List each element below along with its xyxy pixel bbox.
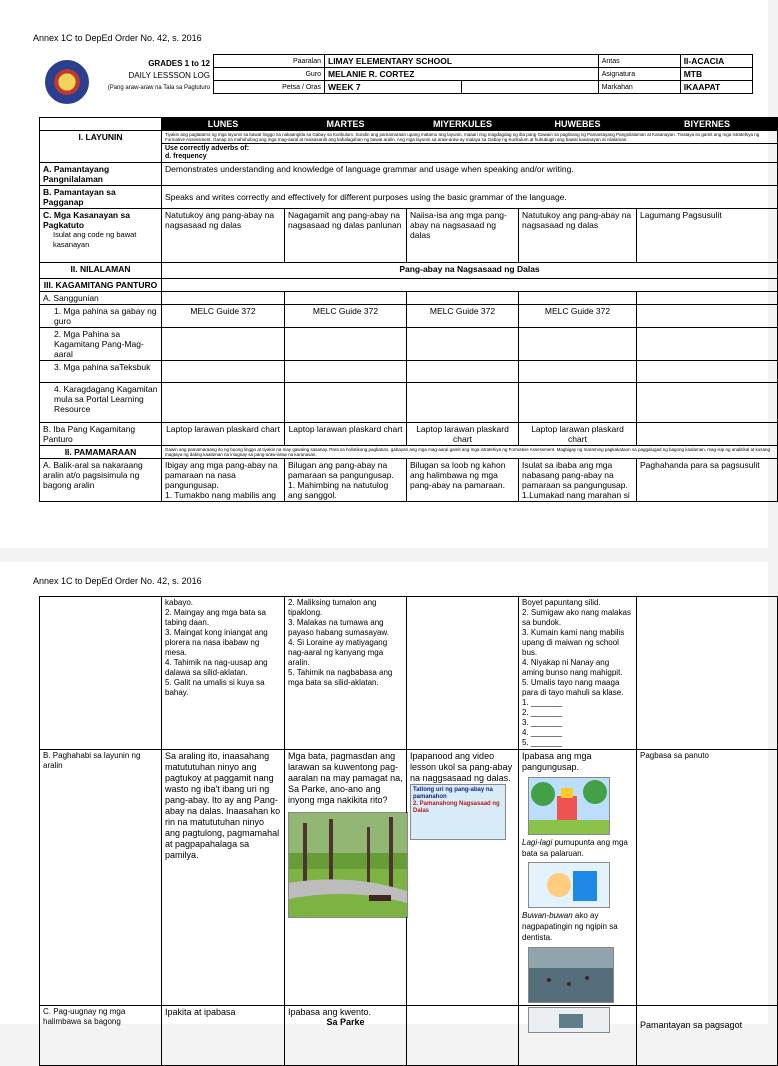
paghahabi-huwebes: Ipabasa ang mga pangungusap. — [522, 751, 592, 772]
paghahabi-biyernes: Pagbasa sa panuto — [637, 750, 778, 1006]
balik-aral-huwebes: Isulat sa ibaba ang mga nabasang pang-abay na pamaraan sa pangungusap. 1.Lumakad nang marahan si — [519, 459, 637, 502]
kasanayan-huwebes: Natutukoy ang pang-abay na nagsasaad ng dalas — [519, 209, 637, 263]
day-biyernes: BIYERNES — [637, 118, 778, 131]
header-title-block — [90, 58, 210, 94]
day-lunes: LUNES — [162, 118, 285, 131]
pamamaraan-label: II. PAMAMARAAN — [40, 446, 162, 459]
kagamitan-label: III. KAGAMITANG PANTURO — [40, 279, 162, 292]
paghahabi-martes-cell — [285, 750, 407, 1006]
park-image — [288, 812, 408, 918]
nilalaman-label: II. NILALAMAN — [40, 263, 162, 279]
pag-uugnay-lunes: Ipakita at ipabasa — [162, 1006, 285, 1066]
antas-value: II-ACACIA — [680, 55, 752, 68]
petsa-label: Petsa / Oras — [214, 81, 325, 94]
iba-pang-miyerkules: Laptop larawan plaskard chart — [407, 423, 519, 446]
deped-seal-icon — [45, 60, 89, 104]
header-subtitle: (Pang araw-araw na Tala sa Pagtuturo — [107, 85, 210, 91]
iba-pang-huwebes: Laptop larawan plaskard chart — [519, 423, 637, 446]
guro-label: Guro — [214, 68, 325, 81]
balik-aral-label: A. Balik-aral sa nakaraang aralin at/o pagsisimula ng bagong aralin — [40, 459, 162, 502]
iba-pang-lunes: Laptop larawan plaskard chart — [162, 423, 285, 446]
empty-cell — [407, 292, 519, 305]
markahan-label: Markahan — [598, 81, 680, 94]
header-info-table — [213, 54, 753, 94]
annex-title: Annex 1C to DepEd Order No. 42, s. 2016 — [33, 33, 202, 43]
empty-cell — [40, 597, 162, 750]
beach-image — [528, 947, 614, 1003]
cont-biyernes — [637, 597, 778, 750]
guro-value: MELANIE R. CORTEZ — [325, 68, 599, 81]
pag-uugnay-huwebes-cell — [519, 1006, 637, 1066]
cont-huwebes: Boyet papuntang silid. 2. Sumigaw ako nang malakas sa bundok. 3. Kumain kami nang mabilis upang di maiwan ng school bus. 4. Niyakap ni Nanay ang aming bunso nang mahigpit. 5. Umalis tayo nang maaga para di tayo mahuli sa klase. 1. _______ 2. _______ 3. _______ 4. _______ 5. _______ — [519, 597, 637, 750]
sentence-2 — [522, 910, 633, 943]
guro-pahina-biyernes — [637, 305, 778, 328]
pamantayan-pagganap-text: Speaks and writes correctly and effectively for different purposes using the basic grammar of the language. — [162, 186, 778, 209]
playground-image — [528, 777, 610, 835]
empty-cell — [519, 383, 637, 423]
cont-miyerkules — [407, 597, 519, 750]
kasanayan-miyerkules: Naiisa-isa ang mga pang-abay na nagsasaad ng dalas — [407, 209, 519, 263]
empty-cell — [519, 292, 637, 305]
asignatura-value: MTB — [680, 68, 752, 81]
empty-cell — [162, 328, 285, 361]
balik-aral-biyernes: Paghahanda para sa pagsusulit — [637, 459, 778, 502]
sentence-1-adverb: Lagi-lagi — [522, 838, 553, 847]
balik-aral-miyerkules: Bilugan sa loob ng kahon ang halimbawa ng mga pang-abay na pamaraan. — [407, 459, 519, 502]
layunin-freq: d. frequency — [165, 153, 207, 160]
iba-pang-martes: Laptop larawan plaskard chart — [285, 423, 407, 446]
story-title: Sa Parke — [326, 1017, 365, 1027]
video-subtitle-line: 2. Pamanahong Nagsasaad ng Dalas — [413, 801, 500, 814]
sentence-1 — [522, 837, 633, 859]
paghahabi-miyerkules-cell — [407, 750, 519, 1006]
sentence-2-adverb: Buwan-buwan — [522, 911, 573, 920]
petsa-value: WEEK 7 — [325, 81, 462, 94]
sentence-2-rest: ako ay nagpapatingin ng ngipin sa dentista. — [522, 911, 618, 942]
empty-cell — [407, 383, 519, 423]
pamantayang-pangnilalaman-label: A. Pamantayang Pangnilalaman — [40, 163, 162, 186]
pag-uugnay-biyernes: Pamantayan sa pagsagot — [637, 1006, 778, 1066]
video-lesson-thumbnail — [410, 784, 506, 840]
cont-lunes: kabayo. 2. Maingay ang mga bata sa tabing daan. 3. Maingat kong iniangat ang plorera na nasa ibabaw ng mesa. 4. Tahimik na nag-uusap ang dalawa sa silid-aklatan. 5. Galit na umalis si kuya sa bahay. — [162, 597, 285, 750]
day-martes: MARTES — [285, 118, 407, 131]
balik-aral-lunes: Ibigay ang mga pang-abay na pamaraan na nasa pangungusap. 1. Tumakbo nang mabilis ang — [162, 459, 285, 502]
teksbuk-label: 3. Mga pahina saTeksbuk — [40, 361, 162, 383]
empty-cell — [285, 361, 407, 383]
empty-cell — [285, 328, 407, 361]
dll-table — [39, 117, 778, 502]
layunin-use: Use correctly adverbs of: — [165, 145, 250, 152]
annex-title-page2: Annex 1C to DepEd Order No. 42, s. 2016 — [33, 576, 202, 586]
kasanayan-sub: Isulat ang code ng bawat kasanayan — [53, 230, 137, 249]
pag-uugnay-label: C. Pag-uugnay ng mga halimbawa sa bagong — [40, 1006, 162, 1066]
petsa-extra — [462, 81, 599, 94]
kasanayan-martes: Nagagamit ang pang-abay na nagsasaad ng dalas panlunan — [285, 209, 407, 263]
empty-cell — [407, 361, 519, 383]
pamantayan-pagganap-label: B. Pamantayan sa Pagganap — [40, 186, 162, 209]
paghahabi-huwebes-cell — [519, 750, 637, 1006]
karagdagang-label: 4. Karagdagang Kagamitan mula sa Portal Learning Resource — [40, 383, 162, 423]
paaralan-value: LIMAY ELEMENTARY SCHOOL — [325, 55, 599, 68]
antas-label: Antas — [598, 55, 680, 68]
empty-cell — [162, 361, 285, 383]
kagamitan-empty — [162, 279, 778, 292]
guro-pahina-huwebes: MELC Guide 372 — [519, 305, 637, 328]
kasanayan-label: C. Mga Kasanayan sa Pagkatuto — [43, 210, 130, 230]
kasanayan-label-cell — [40, 209, 162, 263]
guro-pahina-martes: MELC Guide 372 — [285, 305, 407, 328]
kagamitang-pahina-label: 2. Mga Pahina sa Kagamitang Pang-Mag-aaral — [40, 328, 162, 361]
asignatura-label: Asignatura — [598, 68, 680, 81]
empty-cell — [637, 292, 778, 305]
iba-pang-label: B. Iba Pang Kagamitang Panturo — [40, 423, 162, 446]
guro-pahina-lunes: MELC Guide 372 — [162, 305, 285, 328]
guro-pahina-miyerkules: MELC Guide 372 — [407, 305, 519, 328]
empty-cell — [407, 328, 519, 361]
paghahabi-miyerkules: Ipapanood ang video lesson ukol sa pang-abay na naggsasaad ng dalas. — [410, 751, 513, 783]
empty-cell — [519, 361, 637, 383]
page-2 — [0, 562, 768, 1030]
paaralan-label: Paaralan — [214, 55, 325, 68]
dentist-image — [528, 862, 610, 908]
video-title-line: Tatlong uri ng pang-abay na pamanahon — [413, 787, 493, 800]
paghahabi-label: B. Paghahabi sa layunin ng aralin — [40, 750, 162, 1006]
guro-pahina-label: 1. Mga pahina sa gabay ng guro — [40, 305, 162, 328]
pag-uugnay-martes-cell — [285, 1006, 407, 1066]
corner-cell — [40, 118, 162, 131]
layunin-objective — [162, 144, 778, 163]
kasanayan-biyernes: Lagumang Pagsusulit — [637, 209, 778, 263]
empty-cell — [407, 1006, 519, 1066]
paghahabi-martes: Mga bata, pagmasdan ang larawan sa kuwentong pag-aaralan na may pamagat na, Sa Parke, ano-ano ang inyong mga nakikita rito? — [288, 751, 403, 805]
empty-cell — [519, 328, 637, 361]
header-grades: GRADES 1 to 12 — [148, 59, 210, 68]
header-dll: DAILY LESSSON LOG — [128, 71, 210, 80]
layunin-label: I. LAYUNIN — [40, 131, 162, 163]
day-miyerkules: MIYERKULES — [407, 118, 519, 131]
day-huwebes: HUWEBES — [519, 118, 637, 131]
empty-cell — [637, 383, 778, 423]
layunin-note: Tiyakin ang pagtatamo ng mga layunin sa bawat linggo na nakaangkla sa Gabay sa Kurikulum. Sundin ang pamamaraan upang matamo ang layunin, maaari ring magdagdag ng iba pang Gawain sa paglinang ng Pamantayang Pangnilalaman at Kasanayan. Tinataya ito gamit ang mga istratehiya ng Formative Assessment. Ganap na mahuhubog ang mga mag-aaral at maisasanib ang kahalagahan ng bawat aralin. Ang mga layunin sa araw-araw ay malaya sa Gabay ng Kurikulum at huhubugin ang bawat kasanayan at nilalaman. — [162, 131, 778, 144]
calendar-image — [528, 1007, 610, 1033]
paghahabi-lunes: Sa araling ito, inaasahang matututuhan ninyo ang pagtukoy at paggamit nang wasto ng iba't ibang uri ng pang-abay. Ito ay ang Pang-abay na dalas. Inaasahan ko rin na matututuhan ninyo ang pagtulong, pagmamahal at pagpapahalaga sa pamilya. — [162, 750, 285, 1006]
nilalaman-text: Pang-abay na Nagsasaad ng Dalas — [162, 263, 778, 279]
pamantayang-pangnilalaman-text: Demonstrates understanding and knowledge of language grammar and usage when speaking and/or writing. — [162, 163, 778, 186]
empty-cell — [285, 383, 407, 423]
markahan-value: IKAAPAT — [680, 81, 752, 94]
empty-cell — [285, 292, 407, 305]
kasanayan-lunes: Natutukoy ang pang-abay na nagsasaad ng dalas — [162, 209, 285, 263]
dll-table-continued — [39, 596, 778, 1066]
pamamaraan-note: Gawin ang pamamaraang ito ng buong linggo at tiyakin na may gawaing sasanay. Para sa holistikong pagkatuto, gabayan ang mga mag-aaral gamit ang mga istratehiya ng Formative Assessment. Magbigay ng maraming pagkakataon sa paggalugad ng bagong kaalaman, mag-isip ng analitikal at kusang magtaya ng dating kaalaman na iniugnay sa pang-araw-araw na karanasan. — [162, 446, 778, 459]
empty-cell — [162, 383, 285, 423]
empty-cell — [637, 328, 778, 361]
sanggunian-label: A. Sanggunian — [40, 292, 162, 305]
balik-aral-martes: Bilugan ang pang-abay na pamaraan sa pangungusap. 1. Mahimbing na natutulog ang sanggol. — [285, 459, 407, 502]
empty-cell — [637, 423, 778, 446]
cont-martes: 2. Maliksing tumalon ang tipaklong. 3. Malakas na tumawa ang payaso habang sumasayaw. 4. Si Loraine ay matiyagang nag-aaral ng kanyang mga aralin. 5. Tahimik na nagbabasa ang mga bata sa silid-aklatan. — [285, 597, 407, 750]
empty-cell — [637, 361, 778, 383]
empty-cell — [162, 292, 285, 305]
pag-uugnay-martes: Ipabasa ang kwento. — [288, 1007, 372, 1017]
sentence-1-rest: pumupunta ang mga bata sa palaruan. — [522, 838, 628, 858]
